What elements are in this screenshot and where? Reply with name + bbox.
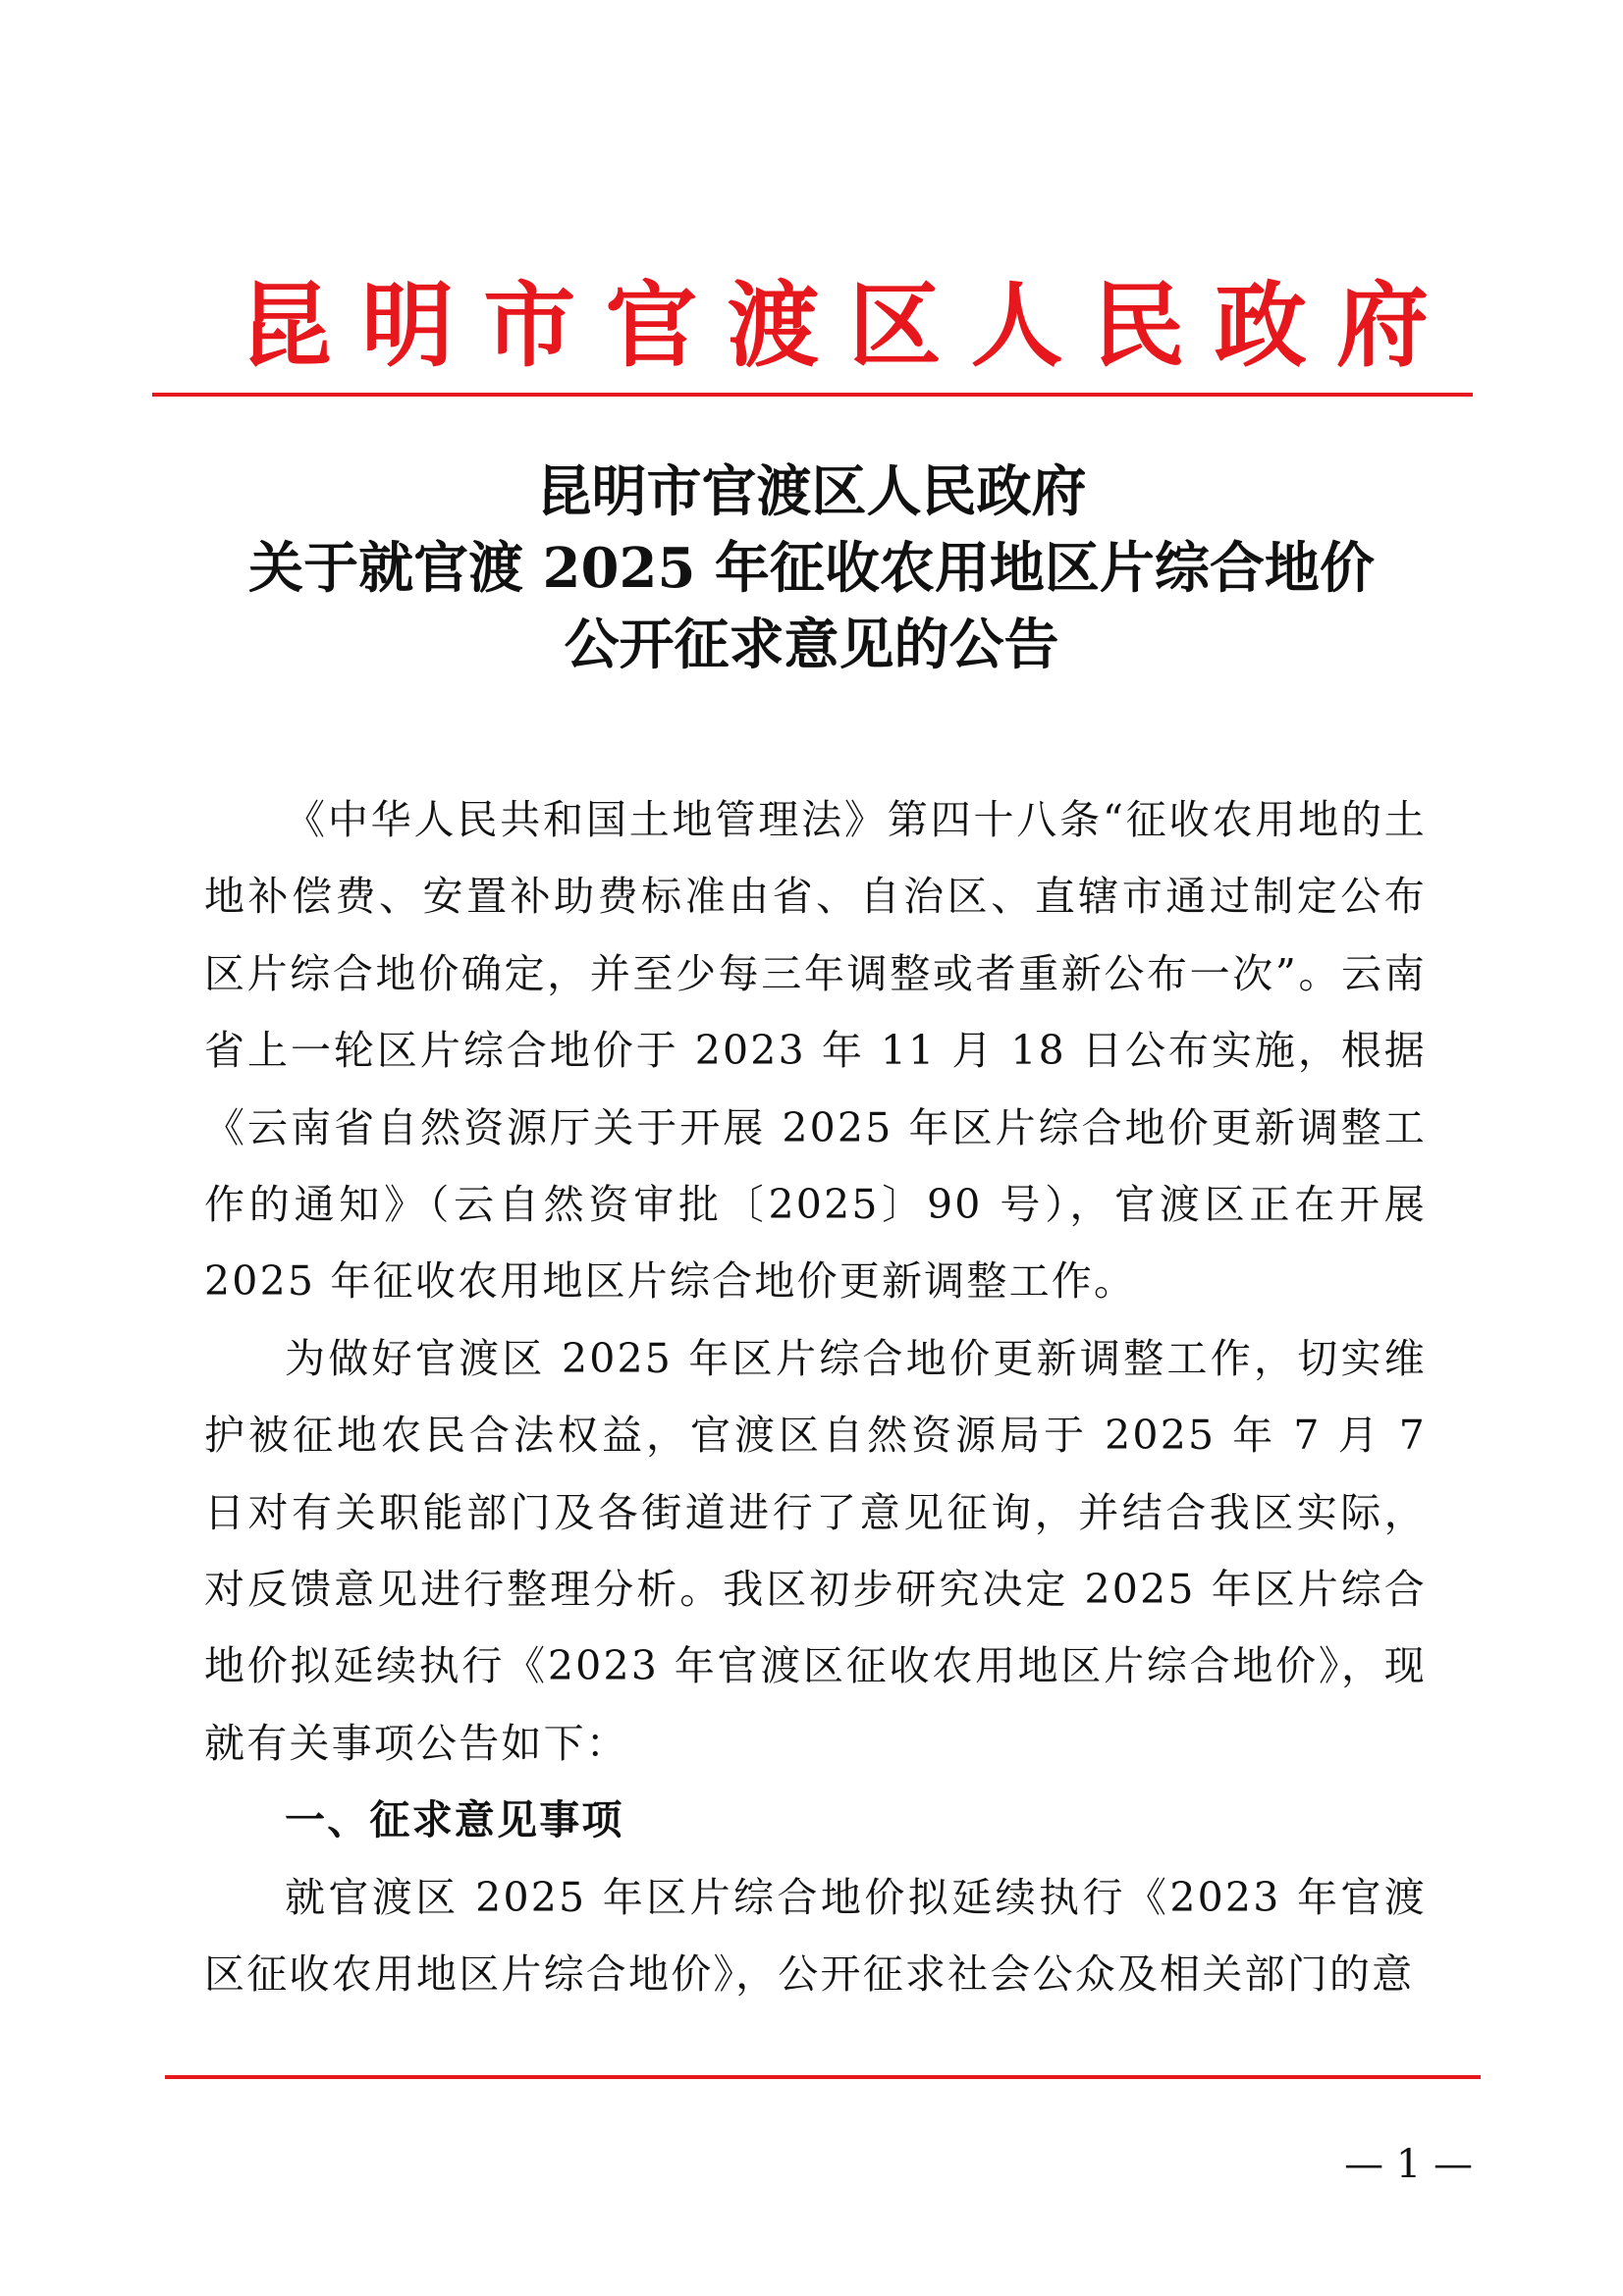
document-body xyxy=(204,781,1427,2013)
footer-divider xyxy=(165,2075,1481,2079)
paragraph-3: 就官渡区 2025 年区片综合地价拟延续执行《2023 年官渡区征收农用地区片综合地价》，公开征求社会公众及相关部门的意 xyxy=(204,1873,1427,1999)
paragraph-2: 为做好官渡区 2025 年区片综合地价更新调整工作，切实维护被征地农民合法权益，官渡区自然资源局于 2025 年 7 月 7 日对有关职能部门及各街道进行了意见征询，并结合我区实际，对反馈意见进行整理分析。我区初步研究决定 2025 年区片综合地价拟延续执行《2023 年官渡区征收农用地区片综合地价》，现就有关事项公告如下： xyxy=(204,1334,1427,1767)
masthead xyxy=(147,267,1476,385)
masthead-char: 官 xyxy=(605,272,698,380)
title-line-2: 关于就官渡 2025 年征收农用地区片综合地价 xyxy=(248,536,1375,601)
masthead-char: 市 xyxy=(483,272,576,380)
masthead-char: 民 xyxy=(1092,272,1185,380)
title-line-1: 昆明市官渡区人民政府 xyxy=(536,459,1087,524)
masthead-char: 府 xyxy=(1335,272,1429,380)
masthead-char: 政 xyxy=(1214,272,1307,380)
masthead-char: 明 xyxy=(361,272,455,380)
paragraph-1: 《中华人民共和国土地管理法》第四十八条“征收农用地的土地补偿费、安置补助费标准由省、自治区、直辖市通过制定公布区片综合地价确定，并至少每三年调整或者重新公布一次”。云南省上一轮区片综合地价于 2023 年 11 月 18 日公布实施，根据《云南省自然资源厅关于开展 2025 年区片综合地价更新调整工作的通知》（云自然资审批〔2025〕90 号），官渡区正在开展 2025 年征收农用地区片综合地价更新调整工作。 xyxy=(204,796,1427,1306)
document-title xyxy=(147,454,1476,683)
masthead-char: 人 xyxy=(970,272,1063,380)
section-heading-1: 一、征求意见事项 xyxy=(285,1796,624,1844)
masthead-divider xyxy=(152,393,1473,397)
masthead-char: 昆 xyxy=(240,272,333,380)
title-line-3: 公开征求意见的公告 xyxy=(564,613,1059,677)
page-number: — 1 — xyxy=(1344,2142,1473,2187)
masthead-char: 区 xyxy=(848,272,942,380)
masthead-char: 渡 xyxy=(727,272,820,380)
